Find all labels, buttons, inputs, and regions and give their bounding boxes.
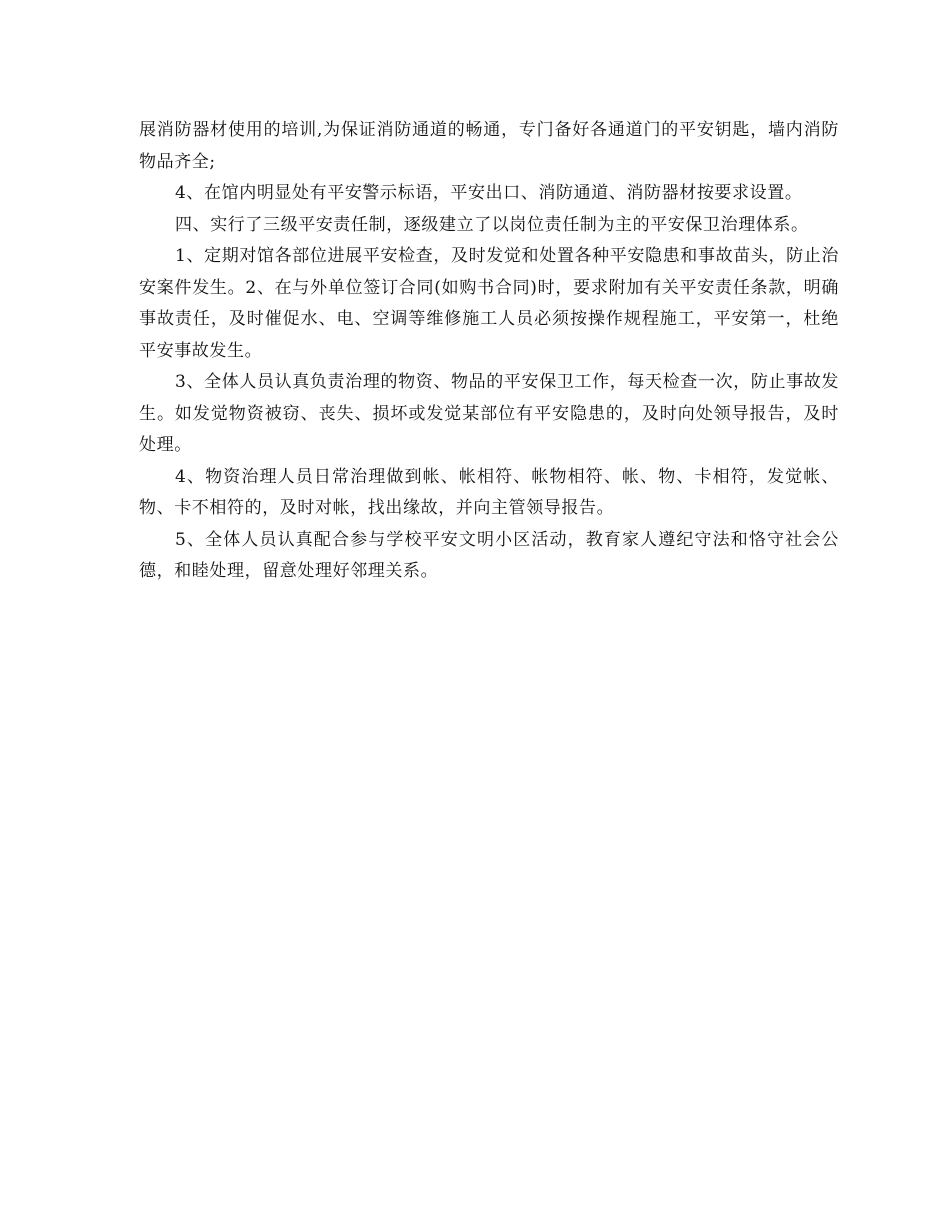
paragraph-community-activities: 5、全体人员认真配合参与学校平安文明小区活动，教育家人遵纪守法和恪守社会公德，和睦处理，留意处理好邻理关系。 [139,529,839,581]
paragraph-fire-equipment-training: 展消防器材使用的培训,为保证消防通道的畅通，专门备好各通道门的平安钥匙，墙内消防物品齐全; [139,120,839,172]
paragraph-regular-inspection: 1、定期对馆各部位进展平安检查，及时发觉和处置各种平安隐患和事故苗头，防止治安案件发生。2、在与外单位签订合同(如购书合同)时，要求附加有关平安责任条款，明确事故责任，及时催促水、电、空调等维修施工人员必须按操作规程施工，平安第一，杜绝平安事故发生。 [139,246,839,361]
document-body [139,115,839,588]
paragraph-materials-security: 3、全体人员认真负责治理的物资、物品的平安保卫工作，每天检查一次，防止事故发生。如发觉物资被窃、丧失、损坏或发觉某部位有平安隐患的，及时向处领导报告，及时处理。 [139,372,839,455]
paragraph-safety-signs: 4、在馆内明显处有平安警示标语，平安出口、消防通道、消防器材按要求设置。 [175,183,803,203]
paragraph-materials-accounting: 4、物资治理人员日常治理做到帐、帐相符、帐物相符、帐、物、卡相符，发觉帐、物、卡不相符的，及时对帐，找出缘故，并向主管领导报告。 [139,466,839,518]
paragraph-three-level-responsibility: 四、实行了三级平安责任制，逐级建立了以岗位责任制为主的平安保卫治理体系。 [175,214,809,235]
